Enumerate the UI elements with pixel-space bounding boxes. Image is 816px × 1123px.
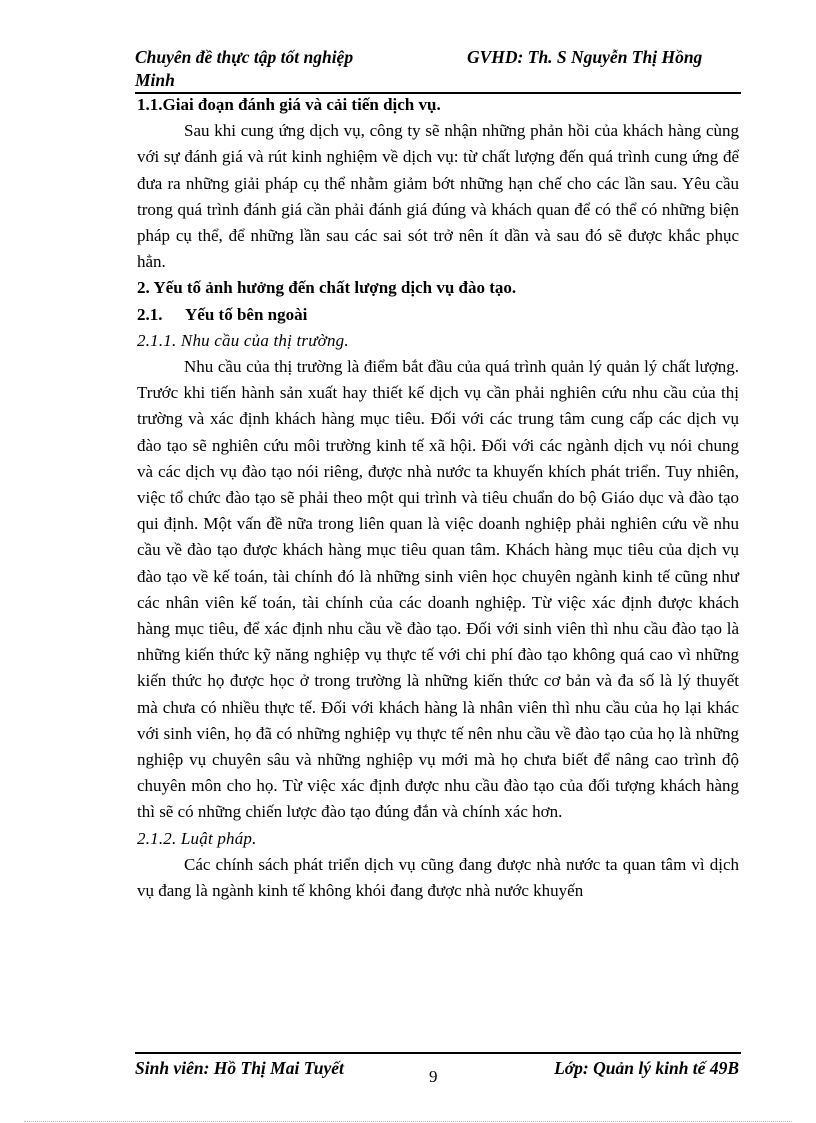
header-left [135,46,353,92]
page-number: 9 [429,1067,438,1086]
header-course-title: Chuyên đề thực tập tốt nghiệp [135,47,354,67]
heading-2-1 [137,302,739,328]
heading-2-1-number: 2.1. [137,304,163,324]
paragraph-1-1: Sau khi cung ứng dịch vụ, công ty sẽ nhận những phản hồi của khách hàng cùng với sự đánh giá và rút kinh nghiệm về dịch vụ: từ chất lượng đến quá trình cung ứng để đưa ra những giải pháp cụ thể nhằm giảm bớt những hạn chế cho các lần sau. Yêu cầu trong quá trình đánh giá cần phải đánh giá đúng và khách quan để có thể có những biện pháp cụ thể, để những lần sau các sai sót trở nên ít dần và sau đó sẽ được khắc phục hẳn. [137,121,739,272]
heading-2: 2. Yếu tố ảnh hưởng đến chất lượng dịch vụ đào tạo. [137,278,517,298]
heading-2-1-text: Yếu tố bên ngoài [185,304,308,324]
page-header [135,44,741,94]
header-supervisor-name-cont: Minh [135,70,175,90]
document-body [137,92,739,904]
footer-class: Lớp: Quản lý kinh tế 49B [554,1058,739,1078]
subheading-2-1-1: 2.1.1. Nhu cầu của thị trường. [137,330,349,350]
footer-student: Sinh viên: Hồ Thị Mai Tuyết [135,1058,344,1078]
header-supervisor: GVHD: Th. S Nguyễn Thị Hồng [467,47,703,67]
paragraph-2-1-2: Các chính sách phát triển dịch vụ cũng đang được nhà nước ta quan tâm vì dịch vụ đang là ngành kinh tế không khói đang được nhà nước khuyến [137,854,739,901]
paragraph-2-1-1: Nhu cầu của thị trường là điểm bắt đầu của quá trình quản lý quản lý chất lượng. Trước khi tiến hành sản xuất hay thiết kế dịch vụ cần phải nghiên cứu nhu cầu của thị trường và xác định khách hàng mục tiêu. Đối với các trung tâm cung cấp các dịch vụ đào tạo sẽ nghiên cứu môi trường kinh tế xã hội. Đối với các ngành dịch vụ nói chung và các dịch vụ đào tạo nói riêng, được nhà nước ta khuyến khích phát triển. Tuy nhiên, việc tổ chức đào tạo sẽ phải theo một qui trình và tiêu chuẩn do bộ Giáo dục và đào tạo qui định. Một vấn đề nữa trong liên quan là việc doanh nghiệp phải nghiên cứu về nhu cầu về đào tạo được khách hàng mục tiêu quan tâm. Khách hàng mục tiêu của dịch vụ đào tạo về kế toán, tài chính đó là những sinh viên học chuyên ngành kinh tế cũng như các nhân viên kế toán, tài chính của các doanh nghiệp. Từ việc xác định được khách hàng mục tiêu, để xác định nhu cầu về đào tạo. Đối với sinh viên thì nhu cầu đào tạo là những kiến thức kỹ năng nghiệp vụ thực tế với chi phí đào tạo không quá cao vì những kiến thức họ được học ở trong trường là những kiến thức cơ bản và đa số là lý thuyết mà chưa có nhiều thực tế. Đối với khách hàng là nhân viên thì nhu cầu của họ lại khác với sinh viên, họ đã có những nghiệp vụ thực tế nên nhu cầu về đào tạo của họ là những nghiệp vụ chuyên sâu và những nghiệp vụ mới mà họ chưa biết để nâng cao trình độ chuyên môn cho họ. Từ việc xác định được nhu cầu đào tạo của đối tượng khách hàng thì sẽ có những chiến lược đào tạo đúng đắn và chính xác hơn. [137,357,739,822]
page-bottom-divider [24,1121,792,1122]
page-footer [135,1052,741,1078]
subheading-2-1-2: 2.1.2. Luật pháp. [137,828,257,848]
heading-1-1: 1.1.Giai đoạn đánh giá và cải tiến dịch vụ. [137,95,441,114]
